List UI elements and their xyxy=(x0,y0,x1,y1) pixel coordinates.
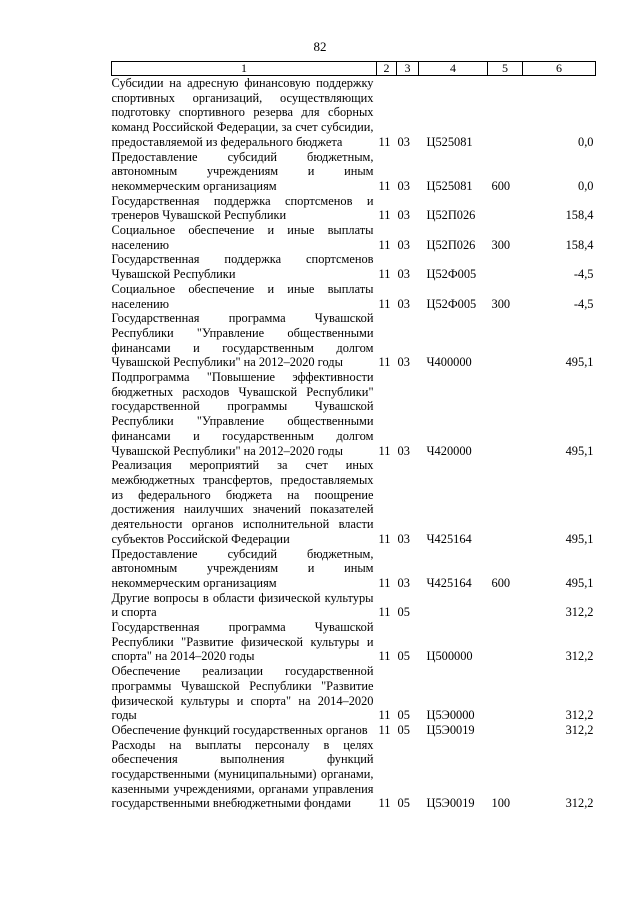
row-amount: 312,2 xyxy=(565,649,594,664)
row-section: 11 xyxy=(378,178,391,193)
table-row xyxy=(112,194,596,223)
row-section: 11 xyxy=(378,237,391,252)
header-col-5: 5 xyxy=(488,62,523,76)
table-row xyxy=(112,620,596,664)
row-name: Социальное обеспечение и иные выплаты населению xyxy=(111,223,374,252)
row-amount: 312,2 xyxy=(565,708,594,723)
table-row xyxy=(112,723,596,738)
table-row xyxy=(112,664,596,723)
row-amount: 312,2 xyxy=(565,722,594,737)
row-subsection: 03 xyxy=(397,575,410,590)
row-target-article: Ц52П026 xyxy=(426,208,476,223)
row-section: 11 xyxy=(378,355,391,370)
row-name: Другие вопросы в области физической культуры и спорта xyxy=(111,590,374,620)
row-expense-type xyxy=(488,723,523,738)
row-target-article: Ц5Э0019 xyxy=(426,722,475,737)
row-section: 11 xyxy=(378,443,391,458)
row-name: Государственная поддержка спортсменов и тренеров Чувашской Республики xyxy=(111,193,374,223)
row-expense-type: 600 xyxy=(491,575,511,590)
row-target-article: Ц5Э0019 xyxy=(426,796,475,811)
row-target-article: Ц52П026 xyxy=(426,237,476,252)
table-row xyxy=(112,311,596,370)
row-target-article: Ц525081 xyxy=(426,178,473,193)
row-target-article: Ч425164 xyxy=(426,531,472,546)
header-col-2: 2 xyxy=(377,62,397,76)
row-subsection: 03 xyxy=(397,355,410,370)
row-subsection: 05 xyxy=(397,708,410,723)
table-row xyxy=(112,458,596,546)
row-name: Расходы на выплаты персоналу в целях обеспечения выполнения функций государственными (муниципальными) органами, казенными учреждениями, органами управления государственными внебюджетными фондами xyxy=(111,737,374,811)
row-amount: -4,5 xyxy=(573,296,594,311)
header-col-4: 4 xyxy=(419,62,488,76)
row-section: 11 xyxy=(378,267,391,282)
table-row xyxy=(112,370,596,458)
row-expense-type xyxy=(488,311,523,370)
row-expense-type xyxy=(488,76,523,150)
row-amount: 158,4 xyxy=(565,237,594,252)
table-row xyxy=(112,150,596,194)
row-subsection: 05 xyxy=(397,796,410,811)
row-section: 11 xyxy=(378,134,391,149)
row-name: Государственная программа Чувашской Республики "Управление общественными финансами и государственным долгом Чувашской Республики" на 2012–2020 годы xyxy=(111,311,374,370)
row-expense-type: 100 xyxy=(491,796,511,811)
row-subsection: 03 xyxy=(397,267,410,282)
row-target-article: Ц52Ф005 xyxy=(426,267,477,282)
row-subsection: 05 xyxy=(397,605,410,620)
row-subsection: 03 xyxy=(397,296,410,311)
row-name: Обеспечение реализации государственной программы Чувашской Республики "Развитие физической культуры и спорта" на 2014–2020 годы xyxy=(111,664,374,723)
row-subsection: 03 xyxy=(397,134,410,149)
row-section: 11 xyxy=(378,708,391,723)
row-amount: 495,1 xyxy=(565,355,594,370)
row-expense-type xyxy=(488,591,523,620)
table-header-row xyxy=(112,62,596,76)
header-col-1: 1 xyxy=(112,62,377,76)
row-amount: 495,1 xyxy=(565,531,594,546)
row-section: 11 xyxy=(378,208,391,223)
row-subsection: 03 xyxy=(397,443,410,458)
row-subsection: 05 xyxy=(397,649,410,664)
row-amount: 0,0 xyxy=(578,134,594,149)
row-name: Реализация мероприятий за счет иных межбюджетных трансфертов, предоставляемых из федерального бюджета на поощрение достижения наилучших значений показателей деятельности органов исполнительной власти субъектов Российской Федерации xyxy=(111,458,374,546)
row-name: Подпрограмма "Повышение эффективности бюджетных расходов Чувашской Республики" государственной программы Чувашской Республики "Управление общественными финансами и государственным долгом Чувашской Республики" на 2012–2020 годы xyxy=(111,370,374,458)
header-col-6: 6 xyxy=(523,62,596,76)
row-subsection: 03 xyxy=(397,178,410,193)
row-target-article: Ц52Ф005 xyxy=(426,296,477,311)
table-row xyxy=(112,76,596,150)
table-row xyxy=(112,591,596,620)
row-target-article: Ц500000 xyxy=(426,649,473,664)
row-expense-type xyxy=(488,252,523,281)
table-row xyxy=(112,282,596,311)
row-target-article: Ц525081 xyxy=(426,134,473,149)
table-row xyxy=(112,252,596,281)
row-amount: 312,2 xyxy=(565,605,594,620)
header-col-3: 3 xyxy=(397,62,419,76)
row-target-article xyxy=(419,591,488,620)
row-target-article: Ч400000 xyxy=(426,355,472,370)
page-number: 82 xyxy=(313,39,327,54)
row-section: 11 xyxy=(378,531,391,546)
row-expense-type xyxy=(488,664,523,723)
row-target-article: Ц5Э0000 xyxy=(426,708,475,723)
row-target-article: Ч425164 xyxy=(426,575,472,590)
row-section: 11 xyxy=(378,575,391,590)
budget-table xyxy=(111,61,596,811)
row-expense-type xyxy=(488,194,523,223)
row-section: 11 xyxy=(378,649,391,664)
row-amount: -4,5 xyxy=(573,267,594,282)
row-target-article: Ч420000 xyxy=(426,443,472,458)
row-subsection: 03 xyxy=(397,531,410,546)
row-section: 11 xyxy=(378,722,391,737)
row-expense-type: 300 xyxy=(491,296,511,311)
row-expense-type xyxy=(488,370,523,458)
table-body xyxy=(112,76,596,812)
row-name: Социальное обеспечение и иные выплаты населению xyxy=(111,281,374,311)
row-name: Предоставление субсидий бюджетным, автономным учреждениям и иным некоммерческим организациям xyxy=(111,149,374,193)
row-name: Обеспечение функций государственных органов xyxy=(111,722,368,737)
table-row xyxy=(112,738,596,812)
row-amount: 495,1 xyxy=(565,575,594,590)
row-amount: 312,2 xyxy=(565,796,594,811)
table-row xyxy=(112,547,596,591)
row-section: 11 xyxy=(378,296,391,311)
row-subsection: 03 xyxy=(397,237,410,252)
row-amount: 495,1 xyxy=(565,443,594,458)
row-expense-type: 600 xyxy=(491,178,511,193)
row-expense-type xyxy=(488,458,523,546)
row-expense-type xyxy=(488,620,523,664)
row-name: Предоставление субсидий бюджетным, автономным учреждениям и иным некоммерческим организациям xyxy=(111,546,374,590)
row-subsection: 05 xyxy=(397,722,410,737)
row-amount: 0,0 xyxy=(578,178,594,193)
row-name: Государственная поддержка спортсменов Чувашской Республики xyxy=(111,252,374,282)
table-row xyxy=(112,223,596,252)
row-section: 11 xyxy=(378,605,391,620)
row-section: 11 xyxy=(378,796,391,811)
row-name: Субсидии на адресную финансовую поддержку спортивных организаций, осуществляющих подготовку спортивного резерва для сборных команд Российской Федерации, за счет субсидии, предоставляемой из федерального бюджета xyxy=(111,76,374,149)
row-name: Государственная программа Чувашской Республики "Развитие физической культуры и спорта" на 2014–2020 годы xyxy=(111,620,374,664)
row-amount: 158,4 xyxy=(565,208,594,223)
row-subsection: 03 xyxy=(397,208,410,223)
row-expense-type: 300 xyxy=(491,237,511,252)
